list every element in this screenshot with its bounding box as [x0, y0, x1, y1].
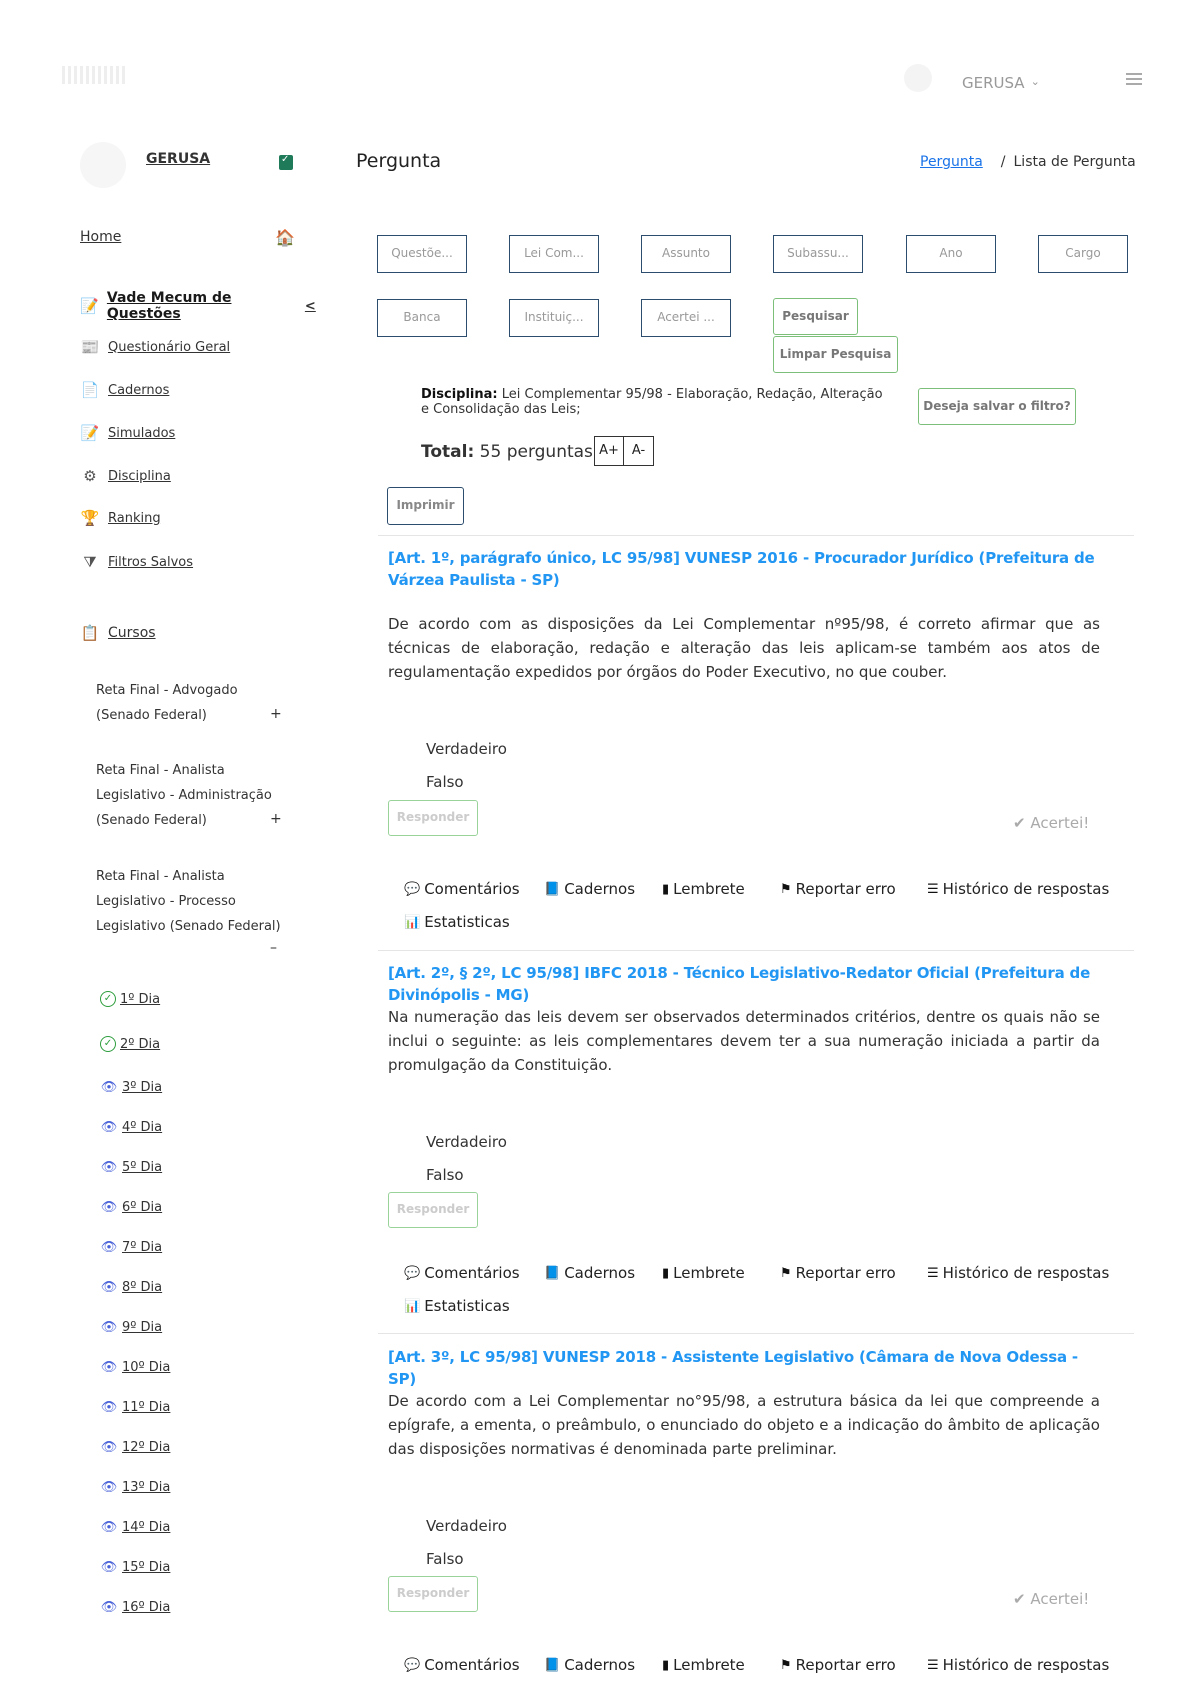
- course-line: Reta Final - Advogado: [96, 683, 238, 698]
- option-false[interactable]: Falso: [426, 1550, 464, 1568]
- eye-icon: 👁: [100, 1320, 118, 1335]
- discipline-info: [421, 387, 891, 417]
- day-label: 12º Dia: [122, 1440, 171, 1455]
- discipline-value: Lei Complementar 95/98 - Elaboração, Redação, Alteração e Consolidação das Leis;: [421, 387, 883, 417]
- filter-banca[interactable]: Banca: [377, 299, 467, 337]
- day-item[interactable]: [100, 1120, 162, 1135]
- gear-icon: ⚙: [83, 467, 97, 485]
- question-text: De acordo com a Lei Complementar no°95/98, a estrutura básica da lei que compreende a epígrafe, a ementa, o preâmbulo, o enunciado do objeto e a indicação do âmbito de aplicação das disposições normativas é denominada parte preliminar.: [388, 1392, 1100, 1458]
- eye-icon: 👁: [100, 1160, 118, 1175]
- bar-chart-icon: 📊: [404, 1298, 421, 1314]
- day-item[interactable]: [100, 991, 160, 1007]
- eye-icon: 👁: [100, 1120, 118, 1135]
- option-false[interactable]: Falso: [426, 773, 464, 791]
- report-error-action[interactable]: [780, 1656, 896, 1674]
- logo[interactable]: [62, 66, 126, 84]
- day-label: 11º Dia: [122, 1400, 171, 1415]
- sidebar-item-vade-mecum[interactable]: [80, 290, 320, 322]
- course-item[interactable]: [96, 678, 296, 728]
- total-count: [421, 442, 593, 462]
- day-item[interactable]: [100, 1280, 162, 1295]
- quiz-icon: 📝: [80, 297, 99, 315]
- question-title[interactable]: [Art. 1º, parágrafo único, LC 95/98] VUNESP 2016 - Procurador Jurídico (Prefeitura de Várzea Paulista - SP): [388, 549, 1095, 589]
- sidebar-item-home[interactable]: Home: [80, 229, 122, 245]
- course-line: (Senado Federal): [96, 708, 207, 723]
- eye-icon: 👁: [100, 1560, 118, 1575]
- collapse-icon[interactable]: <: [304, 298, 316, 314]
- exam-icon: 📝: [80, 424, 100, 442]
- reminder-action[interactable]: [662, 1656, 745, 1674]
- sidebar-item-label: Questionário Geral: [108, 339, 231, 355]
- day-label: 13º Dia: [122, 1480, 171, 1495]
- day-item[interactable]: [100, 1200, 162, 1215]
- action-label: Cadernos: [564, 1264, 636, 1282]
- print-button[interactable]: Imprimir: [387, 487, 464, 525]
- check-circle-icon: ✓: [100, 1036, 116, 1052]
- day-label: 3º Dia: [122, 1080, 163, 1095]
- eye-icon: 👁: [100, 1400, 118, 1415]
- expand-icon[interactable]: +: [270, 706, 282, 722]
- action-label: Reportar erro: [795, 1264, 896, 1282]
- sidebar-item-ranking[interactable]: [80, 509, 161, 527]
- correct-status: ✔ Acertei!: [1013, 814, 1090, 832]
- eye-icon: 👁: [100, 1480, 118, 1495]
- action-label: Lembrete: [673, 1656, 745, 1674]
- flag-icon: ⚑: [780, 1657, 792, 1673]
- day-label: 7º Dia: [122, 1240, 163, 1255]
- filter-lei-complementar[interactable]: Lei Com...: [509, 235, 599, 273]
- question-title[interactable]: [Art. 3º, LC 95/98] VUNESP 2018 - Assistente Legislativo (Câmara de Nova Odessa - SP): [388, 1348, 1078, 1388]
- notebooks-action[interactable]: [544, 880, 635, 898]
- day-label: 14º Dia: [122, 1520, 171, 1535]
- check-circle-icon: ✓: [100, 991, 116, 1007]
- newspaper-icon: 📰: [80, 338, 100, 356]
- book-icon: 📘: [544, 1657, 561, 1673]
- sidebar-item-label: Ranking: [108, 510, 161, 526]
- action-label: Reportar erro: [795, 880, 896, 898]
- action-label: Comentários: [424, 1656, 520, 1674]
- day-label: 1º Dia: [120, 991, 161, 1007]
- question-title[interactable]: [Art. 2º, § 2º, LC 95/98] IBFC 2018 - Técnico Legislativo-Redator Oficial (Prefeitura de Divinópolis - MG): [388, 964, 1091, 1004]
- day-item[interactable]: [100, 1160, 162, 1175]
- sidebar-item-cursos[interactable]: [80, 624, 156, 642]
- day-label: 4º Dia: [122, 1120, 163, 1135]
- sidebar-item-label: Cursos: [108, 625, 156, 641]
- font-size-controls: [594, 436, 654, 466]
- top-bar: [0, 0, 1200, 120]
- option-true[interactable]: Verdadeiro: [426, 1517, 507, 1535]
- eye-icon: 👁: [100, 1200, 118, 1215]
- sidebar-item-label: Cadernos: [108, 382, 170, 398]
- file-icon: ▮: [662, 1265, 670, 1281]
- sidebar-item-questionario[interactable]: [80, 338, 230, 356]
- day-label: 2º Dia: [120, 1036, 161, 1052]
- comments-icon: 💬: [404, 881, 421, 897]
- action-label: Reportar erro: [795, 1656, 896, 1674]
- reminder-action[interactable]: [662, 880, 745, 898]
- page-title: Pergunta: [356, 150, 442, 172]
- sidebar-item-simulados[interactable]: [80, 424, 175, 442]
- user-menu[interactable]: [962, 74, 1040, 92]
- day-label: 9º Dia: [122, 1320, 163, 1335]
- day-item[interactable]: [100, 1480, 170, 1495]
- question-text: De acordo com as disposições da Lei Complementar nº95/98, é correto afirmar que as técnicas de elaboração, redação e alteração das leis aplicam-se também aos atos de regulamentação expedidos por órgãos do Poder Executivo, no que couber.: [388, 615, 1100, 681]
- course-item[interactable]: [96, 758, 296, 833]
- action-label: Cadernos: [564, 880, 636, 898]
- sidebar: [0, 120, 320, 1697]
- answer-button[interactable]: Responder: [388, 1192, 478, 1228]
- day-item[interactable]: [100, 1600, 170, 1615]
- sidebar-item-label: Disciplina: [108, 468, 171, 484]
- sidebar-item-filtros-salvos[interactable]: [80, 553, 193, 571]
- history-action[interactable]: [927, 880, 1109, 898]
- option-true[interactable]: Verdadeiro: [426, 1133, 507, 1151]
- day-item[interactable]: [100, 1440, 170, 1455]
- action-label: Cadernos: [564, 1656, 636, 1674]
- total-label: Total:: [421, 442, 475, 462]
- course-line: Legislativo - Processo: [96, 894, 236, 909]
- font-decrease-button[interactable]: A-: [624, 436, 654, 466]
- eye-icon: 👁: [100, 1280, 118, 1295]
- verified-badge-icon: [279, 155, 293, 170]
- hamburger-menu-icon[interactable]: [1126, 73, 1142, 85]
- course-icon: 📋: [80, 624, 100, 642]
- comments-icon: 💬: [404, 1657, 421, 1673]
- notebooks-action[interactable]: [544, 1264, 635, 1282]
- avatar[interactable]: [904, 64, 932, 92]
- day-item[interactable]: [100, 1400, 170, 1415]
- comments-action[interactable]: [404, 880, 520, 898]
- sidebar-item-label: Filtros Salvos: [108, 554, 194, 570]
- history-action[interactable]: [927, 1264, 1109, 1282]
- total-value: 55 perguntas: [479, 442, 593, 462]
- sidebar-item-label: Vade Mecum de Questões: [106, 290, 232, 322]
- list-icon: ☰: [927, 881, 939, 897]
- day-item[interactable]: [100, 1240, 162, 1255]
- day-label: 6º Dia: [122, 1200, 163, 1215]
- day-label: 16º Dia: [122, 1600, 171, 1615]
- eye-icon: 👁: [100, 1360, 118, 1375]
- report-error-action[interactable]: [780, 880, 896, 898]
- day-label: 5º Dia: [122, 1160, 163, 1175]
- filter-assunto[interactable]: Assunto: [641, 235, 731, 273]
- document-icon: 📄: [80, 381, 100, 399]
- comments-action[interactable]: [404, 1264, 520, 1282]
- breadcrumb-current: Lista de Pergunta: [1013, 154, 1136, 170]
- day-label: 15º Dia: [122, 1560, 171, 1575]
- action-label: Histórico de respostas: [942, 880, 1110, 898]
- filter-acertei[interactable]: Acertei ...: [641, 299, 731, 337]
- course-line: Reta Final - Analista: [96, 763, 225, 778]
- comments-action[interactable]: [404, 1656, 520, 1674]
- sidebar-item-cadernos[interactable]: [80, 381, 169, 399]
- breadcrumb-separator: /: [1000, 154, 1006, 170]
- search-button[interactable]: Pesquisar: [773, 298, 858, 335]
- day-label: 10º Dia: [122, 1360, 171, 1375]
- sidebar-item-label: Simulados: [108, 425, 176, 441]
- filter-ano[interactable]: Ano: [906, 235, 996, 273]
- day-item[interactable]: [100, 1560, 170, 1575]
- stats-action[interactable]: [404, 913, 510, 931]
- comments-icon: 💬: [404, 1265, 421, 1281]
- action-label: Lembrete: [673, 880, 745, 898]
- history-action[interactable]: [927, 1656, 1109, 1674]
- home-icon: 🏠: [275, 228, 295, 247]
- day-item[interactable]: [100, 1036, 160, 1052]
- sidebar-item-disciplina[interactable]: [80, 467, 171, 485]
- sidebar-user-name[interactable]: GERUSA: [146, 151, 211, 167]
- divider: [378, 950, 1134, 951]
- chevron-down-icon: ⌄: [1030, 75, 1040, 88]
- option-true[interactable]: Verdadeiro: [426, 740, 507, 758]
- course-item[interactable]: [96, 864, 296, 939]
- sidebar-avatar: [80, 142, 126, 188]
- option-false[interactable]: Falso: [426, 1166, 464, 1184]
- eye-icon: 👁: [100, 1520, 118, 1535]
- filter-subassunto[interactable]: Subassu...: [773, 235, 863, 273]
- day-label: 8º Dia: [122, 1280, 163, 1295]
- breadcrumb-link[interactable]: Pergunta: [920, 154, 983, 170]
- action-label: Histórico de respostas: [942, 1656, 1110, 1674]
- filter-icon: ⧩: [83, 553, 97, 571]
- course-line: Reta Final - Analista: [96, 869, 225, 884]
- action-label: Histórico de respostas: [942, 1264, 1110, 1282]
- bar-chart-icon: 📊: [404, 914, 421, 930]
- eye-icon: 👁: [100, 1440, 118, 1455]
- answer-button[interactable]: Responder: [388, 1576, 478, 1612]
- course-line: (Senado Federal): [96, 813, 207, 828]
- collapse-icon[interactable]: –: [270, 940, 277, 956]
- file-icon: ▮: [662, 881, 670, 897]
- flag-icon: ⚑: [780, 881, 792, 897]
- action-label: Estatisticas: [424, 1297, 510, 1315]
- course-line: Legislativo (Senado Federal): [96, 919, 281, 934]
- ranking-icon: 🏆: [80, 509, 100, 527]
- day-item[interactable]: [100, 1080, 162, 1095]
- filter-cargo[interactable]: Cargo: [1038, 235, 1128, 273]
- eye-icon: 👁: [100, 1600, 118, 1615]
- divider: [378, 1333, 1134, 1334]
- divider: [378, 535, 1134, 536]
- action-label: Comentários: [424, 1264, 520, 1282]
- filter-questoes[interactable]: Questõe...: [377, 235, 467, 273]
- eye-icon: 👁: [100, 1080, 118, 1095]
- expand-icon[interactable]: +: [270, 811, 282, 827]
- flag-icon: ⚑: [780, 1265, 792, 1281]
- user-name: GERUSA: [962, 74, 1025, 92]
- reminder-action[interactable]: [662, 1264, 745, 1282]
- book-icon: 📘: [544, 1265, 561, 1281]
- discipline-label: Disciplina:: [421, 387, 498, 402]
- answer-button[interactable]: Responder: [388, 800, 478, 836]
- course-line: Legislativo - Administração: [96, 788, 272, 803]
- breadcrumb: [920, 154, 1136, 170]
- action-label: Lembrete: [673, 1264, 745, 1282]
- notebooks-action[interactable]: [544, 1656, 635, 1674]
- clear-search-button[interactable]: Limpar Pesquisa: [773, 336, 898, 373]
- file-icon: ▮: [662, 1657, 670, 1673]
- book-icon: 📘: [544, 881, 561, 897]
- filter-instituicao[interactable]: Instituiç...: [509, 299, 599, 337]
- question-text: Na numeração das leis devem ser observados determinados critérios, dentre os quais não se inclui o seguinte: as leis complementares devem ter a sua numeração iniciada a partir da promulgação da Constituição.: [388, 1008, 1100, 1074]
- report-error-action[interactable]: [780, 1264, 896, 1282]
- correct-status: ✔ Acertei!: [1013, 1590, 1090, 1608]
- save-filter-button[interactable]: Deseja salvar o filtro?: [918, 388, 1076, 425]
- eye-icon: 👁: [100, 1240, 118, 1255]
- action-label: Comentários: [424, 880, 520, 898]
- list-icon: ☰: [927, 1657, 939, 1673]
- day-item[interactable]: [100, 1320, 162, 1335]
- list-icon: ☰: [927, 1265, 939, 1281]
- day-item[interactable]: [100, 1360, 170, 1375]
- stats-action[interactable]: [404, 1297, 510, 1315]
- day-item[interactable]: [100, 1520, 170, 1535]
- action-label: Estatisticas: [424, 913, 510, 931]
- font-increase-button[interactable]: A+: [594, 436, 624, 466]
